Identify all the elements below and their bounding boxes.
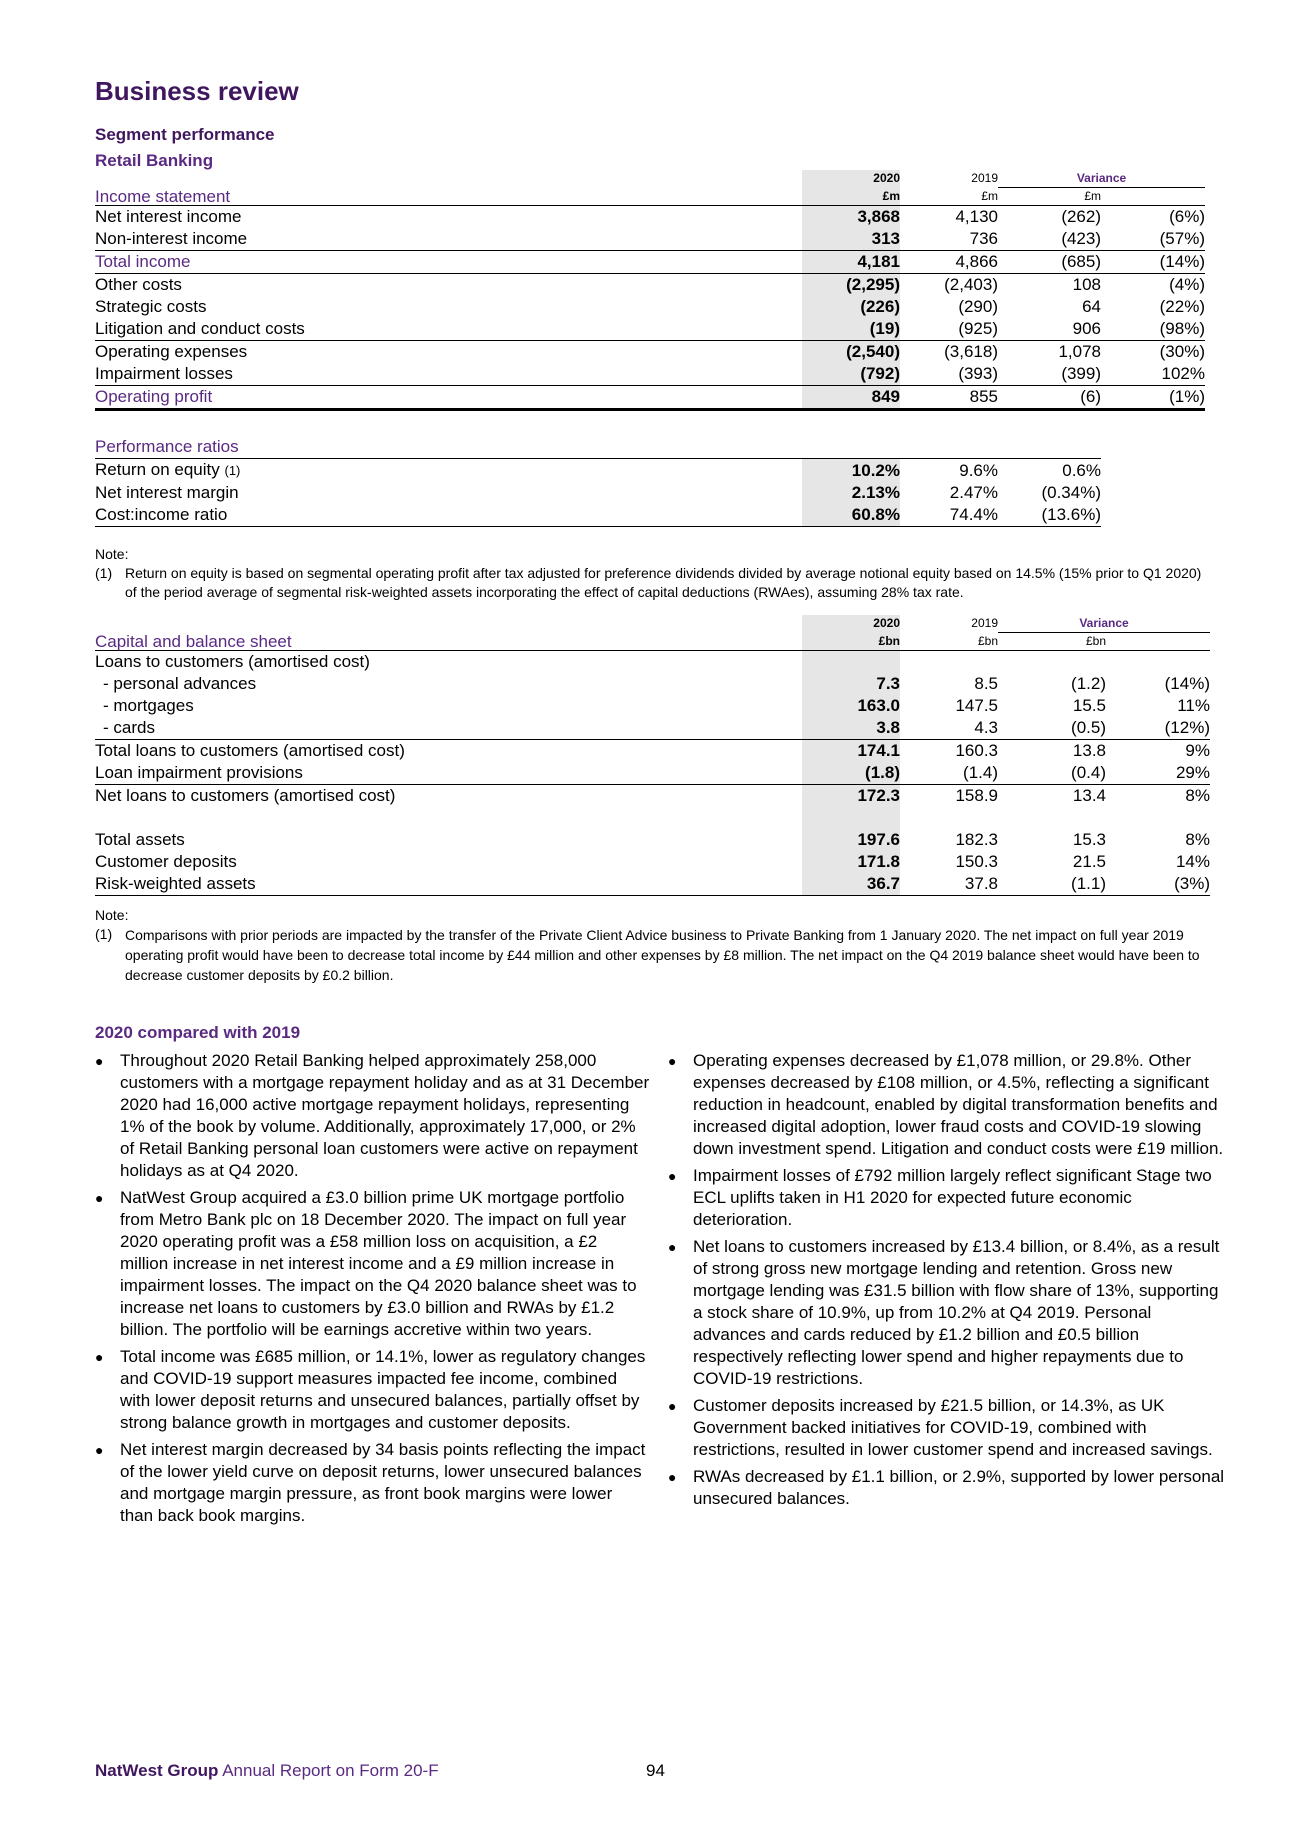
row-label: Risk-weighted assets [95,873,802,896]
value-2020: 197.6 [802,829,900,851]
table-row [95,341,1205,364]
bullet-icon: ● [95,1442,104,1458]
value-variance: 64 [1082,297,1101,316]
ratio-label: Return on equity [95,460,220,479]
capital-header-units [95,633,1210,651]
note-heading: Note: [95,546,129,562]
income-header-years [95,170,1205,188]
value-variance-pct: (57%) [1101,228,1205,251]
value-variance: 13.8 [1072,741,1106,760]
row-label: Total assets [95,830,185,849]
bullet-icon: ● [668,1398,677,1414]
value-2020: 36.7 [802,873,900,896]
comparison-bullets-left [95,1050,650,1532]
bullet-text: Operating expenses decreased by £1,078 million, or 29.8%. Other expenses decreased by £108 million, or 4.5%, reflecting a significant reduction in headcount, enabled by digital transformation benefits and increased digital adoption, lower fraud costs and COVID-19 slowing down investment spend. Litigation and conduct costs were £19 million. [693,1051,1224,1158]
comparison-bullets-right [668,1050,1228,1515]
value-2020: (2,540) [802,341,900,364]
row-label: - mortgages [103,696,194,715]
value-variance: (13.6%) [998,504,1101,527]
bullet-icon: ● [95,1053,104,1069]
table-row [95,206,1205,229]
value-variance-pct: (98%) [1101,318,1205,341]
note-text: Return on equity is based on segmental operating profit after tax adjusted for preference dividends divided by average notional equity based on 14.5% (15% prior to Q1 2020) of the period average of segmental risk-weighted assets incorporating the effect of capital deductions (RWAes), assuming 28% tax rate. [125,565,1202,600]
value-2019: 736 [900,228,998,251]
bullet-text: RWAs decreased by £1.1 billion, or 2.9%, supported by lower personal unsecured balances. [693,1467,1225,1508]
table-row [95,740,1210,763]
value-variance-pct: (22%) [1159,297,1205,316]
footer-report: Annual Report on Form 20-F [218,1761,439,1780]
table-row [95,318,1205,341]
value-variance-pct: (30%) [1159,342,1205,361]
value-2020: 849 [802,386,900,410]
table-row [95,363,1205,386]
value-2019: 147.5 [955,696,998,715]
value-2019: 160.3 [955,741,998,760]
row-label: Non-interest income [95,228,802,251]
value-variance-pct: 8% [1185,830,1210,849]
ratios-header [95,436,1101,459]
value-2020: 3,868 [802,206,900,229]
row-label [95,482,802,504]
performance-ratios-label: Performance ratios [95,436,802,459]
value-2019: 9.6% [959,460,998,480]
unit-variance: £bn [1085,634,1106,648]
ratio-note-ref: (1) [224,463,241,478]
table-row [95,228,1205,251]
value-variance: (0.34%) [1041,483,1101,502]
row-label: Total loans to customers (amortised cost) [95,741,405,760]
value-2019: 150.3 [955,852,998,871]
loans-label-row [95,651,1210,674]
row-label [95,459,802,483]
capital-header-years [95,615,1210,633]
value-2019: 855 [900,386,998,410]
value-variance: 108 [1072,275,1101,294]
list-item [668,1236,1228,1390]
table-row [95,717,1210,740]
bullet-text: Net interest margin decreased by 34 basis points reflecting the impact of the lower yield curve on deposit returns, lower unsecured balances and mortgage margin pressure, as front book margins were lower than back book margins. [120,1440,646,1525]
value-2019: 37.8 [900,873,998,896]
table-row [95,459,1101,483]
value-variance: (0.5) [998,717,1106,740]
value-variance: (1.1) [998,873,1106,896]
value-variance: 15.3 [1072,830,1106,849]
header-2019: 2019 [971,616,998,631]
footer [95,1761,439,1781]
value-variance: 15.5 [1072,696,1106,715]
loans-label: Loans to customers (amortised cost) [95,651,802,674]
table-row [95,504,1101,527]
bullet-icon: ● [95,1190,104,1206]
bullet-icon: ● [668,1053,677,1069]
list-item [95,1346,650,1434]
value-2019: (290) [958,297,998,316]
header-2020: 2020 [802,615,900,633]
table-row [95,785,1210,808]
list-item [668,1165,1228,1231]
value-variance-pct: (14%) [1164,674,1210,693]
table-row [95,251,1205,274]
row-label: Strategic costs [95,297,207,316]
value-variance-pct: (14%) [1101,251,1205,274]
value-2019: (3,618) [944,342,998,361]
value-variance: (1.2) [1071,674,1106,693]
income-header-units [95,188,1205,206]
value-variance: (399) [998,363,1101,386]
row-label: Loan impairment provisions [95,762,802,785]
value-variance-pct: 9% [1185,741,1210,760]
row-label: Net interest income [95,207,242,226]
note-roe [95,545,1210,602]
value-variance: 0.6% [1062,460,1101,480]
table-row [95,386,1205,410]
bullet-text: Total income was £685 million, or 14.1%, lower as regulatory changes and COVID-19 support measures impacted fee income, combined with lower deposit returns and unsecured balances, partially offset by strong balance growth in mortgages and customer deposits. [120,1347,646,1432]
row-label: Litigation and conduct costs [95,318,802,341]
bullet-text: Throughout 2020 Retail Banking helped approximately 258,000 customers with a mortgage repayment holiday and as at 31 December 2020 had 16,000 active mortgage repayment holidays, representing 1% of the book by volume. Additionally, approximately 17,000, or 2% of Retail Banking personal loan customers were active on repayment holidays as at Q4 2020. [120,1051,650,1180]
value-2019: 4,130 [955,207,998,226]
value-2019: 74.4% [900,504,998,527]
value-2019: 4,866 [900,251,998,274]
value-variance-pct: 14% [1175,852,1210,871]
value-variance: (423) [998,228,1101,251]
row-label: Net loans to customers (amortised cost) [95,786,396,805]
income-statement-table [95,170,1205,411]
bullet-text: Customer deposits increased by £21.5 billion, or 14.3%, as UK Government backed initiatives for COVID-19, combined with restrictions, resulted in lower customer spend and increased savings. [693,1396,1213,1459]
note-key: (1) [95,926,113,942]
value-2019: 182.3 [955,830,998,849]
capital-balance-sheet-label: Capital and balance sheet [95,631,292,651]
value-2020: 174.1 [802,740,900,763]
value-2019: 2.47% [949,483,998,502]
note-heading: Note: [95,907,129,923]
table-row [95,673,1210,695]
row-label: Operating profit [95,386,802,410]
table-row [95,873,1210,896]
row-label: Impairment losses [95,363,802,386]
ratio-label: Cost:income ratio [95,505,228,524]
performance-ratios-table [95,436,1101,527]
comparison-title: 2020 compared with 2019 [95,1023,301,1042]
value-variance: (6) [998,386,1101,410]
value-2019: (2,403) [944,275,998,294]
header-2019: 2019 [971,171,998,186]
value-variance-pct: 8% [1185,786,1210,805]
unit-2020: £bn [802,633,900,651]
bullet-text: Net loans to customers increased by £13.4 billion, or 8.4%, as a result of strong gross new mortgage lending and retention. Gross new mortgage lending was £31.5 billion with flow share of 13%, supporting a stock share of 10.9%, up from 10.2% at Q4 2019. Personal advances and cards reduced by £1.2 billion and £0.5 billion respectively reflecting lower spend and higher repayments due to COVID-19 restrictions. [693,1237,1220,1388]
row-label: - personal advances [103,674,257,693]
value-2019: (1.4) [900,762,998,785]
value-2020: (792) [802,363,900,386]
value-variance-pct: (6%) [1169,207,1205,226]
row-label: Operating expenses [95,342,248,361]
table-row [95,762,1210,785]
note-comparisons [95,906,1210,985]
value-variance: 1,078 [1058,342,1101,361]
bullet-icon: ● [668,1239,677,1255]
segment-title: Retail Banking [95,151,214,170]
list-item [95,1187,650,1341]
section-subtitle: Segment performance [95,125,275,144]
value-2020: 171.8 [802,851,900,873]
value-2019: (393) [900,363,998,386]
list-item [95,1050,650,1182]
note-text: Comparisons with prior periods are impacted by the transfer of the Private Client Advice business to Private Banking from 1 January 2020. The net impact on full year 2019 operating profit would have been to decrease total income by £44 million and other expenses by £8 million. The net impact on the Q4 2019 balance sheet would have been to decrease customer deposits by £0.2 billion. [125,927,1200,983]
value-2020: (1.8) [802,762,900,785]
value-variance: 906 [998,318,1101,341]
value-variance-pct: (1%) [1101,386,1205,410]
table-row [95,695,1210,717]
value-variance-pct: (12%) [1106,717,1210,740]
footer-brand: NatWest Group [95,1761,219,1780]
value-2020: 3.8 [802,717,900,740]
value-variance: 21.5 [1072,852,1106,871]
row-label: Customer deposits [95,852,237,871]
page-title: Business review [95,76,299,106]
value-variance-pct: (3%) [1106,873,1210,896]
row-label [95,504,802,527]
value-2020: 2.13% [802,482,900,504]
value-2019: 158.9 [955,786,998,805]
bullet-text: Impairment losses of £792 million largely reflect significant Stage two ECL uplifts taken in H1 2020 for expected future economic deterioration. [693,1166,1212,1229]
value-variance-pct: 102% [1101,363,1205,386]
page-number: 94 [646,1761,665,1780]
spacer-row [95,807,1210,829]
unit-variance: £m [998,188,1101,206]
value-2020: 4,181 [802,251,900,274]
value-2020: (226) [802,296,900,318]
value-variance: (685) [998,251,1101,274]
table-row [95,851,1210,873]
value-2020: 7.3 [802,673,900,695]
header-variance: Variance [998,170,1205,188]
value-2019: (925) [900,318,998,341]
value-2020: 60.8% [802,504,900,527]
value-variance: (262) [1061,207,1101,226]
note-key: (1) [95,565,113,581]
value-2020: 10.2% [802,459,900,483]
bullet-text: NatWest Group acquired a £3.0 billion prime UK mortgage portfolio from Metro Bank plc on 18 December 2020. The impact on full year 2020 operating profit was a £58 million loss on acquisition, a £2 million increase in net interest income and a £9 million increase in impairment losses. The impact on the Q4 2020 balance sheet was to increase net loans to customers by £3.0 billion and RWAs by £1.2 billion. The portfolio will be earnings accretive within two years. [120,1188,637,1339]
list-item [668,1466,1228,1510]
header-2020: 2020 [802,170,900,188]
list-item [95,1439,650,1527]
row-label: Total income [95,251,802,274]
value-variance-pct: 11% [1177,696,1210,715]
income-statement-label: Income statement [95,188,802,206]
list-item [668,1050,1228,1160]
value-variance-pct: 29% [1106,762,1210,785]
value-2020: 172.3 [802,785,900,808]
value-2019: 8.5 [974,674,998,693]
ratio-label: Net interest margin [95,483,239,502]
value-variance-pct: (4%) [1169,275,1205,294]
list-item [668,1395,1228,1461]
value-2020: (2,295) [802,274,900,297]
value-variance: 13.4 [1072,786,1106,805]
row-label: - cards [95,717,802,740]
value-2019: 4.3 [900,717,998,740]
bullet-icon: ● [668,1168,677,1184]
value-2020: (19) [802,318,900,341]
table-row [95,296,1205,318]
bullet-icon: ● [95,1349,104,1365]
capital-balance-sheet-table [95,615,1210,896]
unit-2019: £bn [977,633,998,648]
bullet-icon: ● [668,1469,677,1485]
value-2020: 163.0 [802,695,900,717]
table-row [95,829,1210,851]
header-variance: Variance [998,615,1210,633]
value-variance: (0.4) [998,762,1106,785]
table-row [95,482,1101,504]
unit-2020: £m [802,188,900,206]
value-2020: 313 [802,228,900,251]
table-row [95,274,1205,297]
row-label: Other costs [95,275,182,294]
unit-2019: £m [900,188,998,206]
